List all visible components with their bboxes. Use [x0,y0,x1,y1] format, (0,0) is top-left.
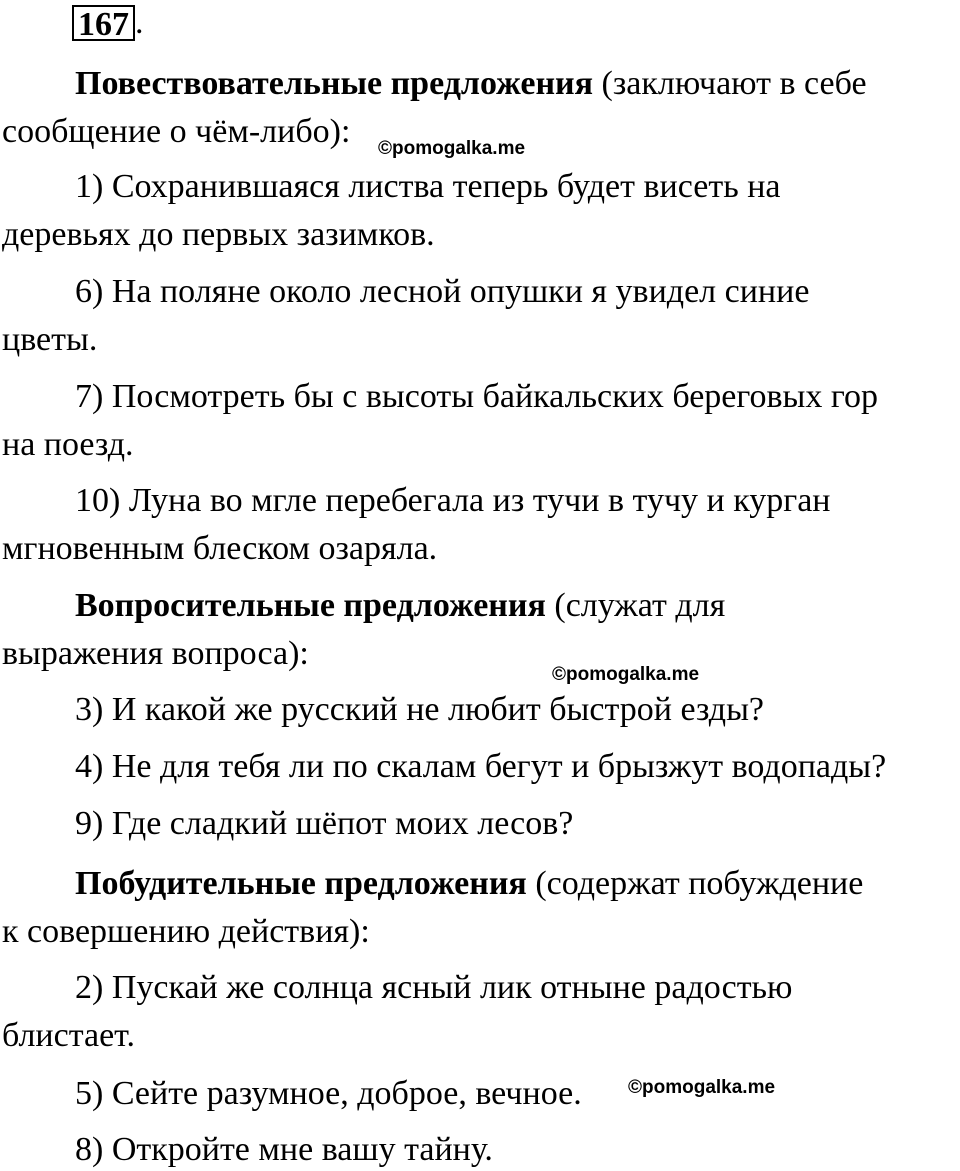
watermark: ©pomogalka.me [552,664,700,685]
sentence-line: 10) Луна во мгле перебегала из тучи в тучу и курган [75,482,831,519]
sentence-line: 6) На поляне около лесной опушки я увидел синие [75,273,810,310]
section-heading-declarative [75,64,867,104]
sentence-line: 5) Сейте разумное, доброе, вечное. [75,1075,582,1112]
sentence-line-continuation: блистает. [2,1017,135,1054]
section-heading-interrogative [75,586,725,626]
sentence-line: 2) Пускай же солнца ясный лик отныне радостью [75,969,793,1006]
section-heading-continuation: выражения вопроса): [2,635,309,672]
watermark: ©pomogalka.me [378,138,526,159]
sentence-line-continuation: на поезд. [2,426,134,463]
sentence-line-continuation: цветы. [2,321,98,358]
task-number [72,3,144,41]
sentence-line: 9) Где сладкий шёпот моих лесов? [75,805,574,842]
section-heading-imperative [75,864,863,904]
section-heading-continuation: сообщение о чём-либо): [2,113,351,150]
sentence-line: 1) Сохранившаяся листва теперь будет висеть на [75,168,781,205]
section-heading-title: Побудительные предложения [75,865,527,902]
section-heading-description: (служат для [545,587,726,624]
sentence-line: 3) И какой же русский не любит быстрой езды? [75,691,764,728]
section-heading-title: Вопросительные предложения [75,587,546,624]
task-number-dot: . [135,4,144,41]
section-heading-continuation: к совершению действия): [2,913,370,950]
section-heading-description: (содержат побуждение [526,865,864,902]
sentence-line: 8) Откройте мне вашу тайну. [75,1131,493,1168]
sentence-line-continuation: деревьях до первых зазимков. [2,216,435,253]
sentence-line: 7) Посмотреть бы с высоты байкальских береговых гор [75,378,878,415]
watermark: ©pomogalka.me [628,1077,776,1098]
section-heading-description: (заключают в себе [593,65,867,102]
section-heading-title: Повествовательные предложения [75,65,594,102]
task-number-box: 167 [72,5,135,41]
sentence-line-continuation: мгновенным блеском озаряла. [2,530,438,567]
sentence-line: 4) Не для тебя ли по скалам бегут и брызжут водопады? [75,748,887,785]
